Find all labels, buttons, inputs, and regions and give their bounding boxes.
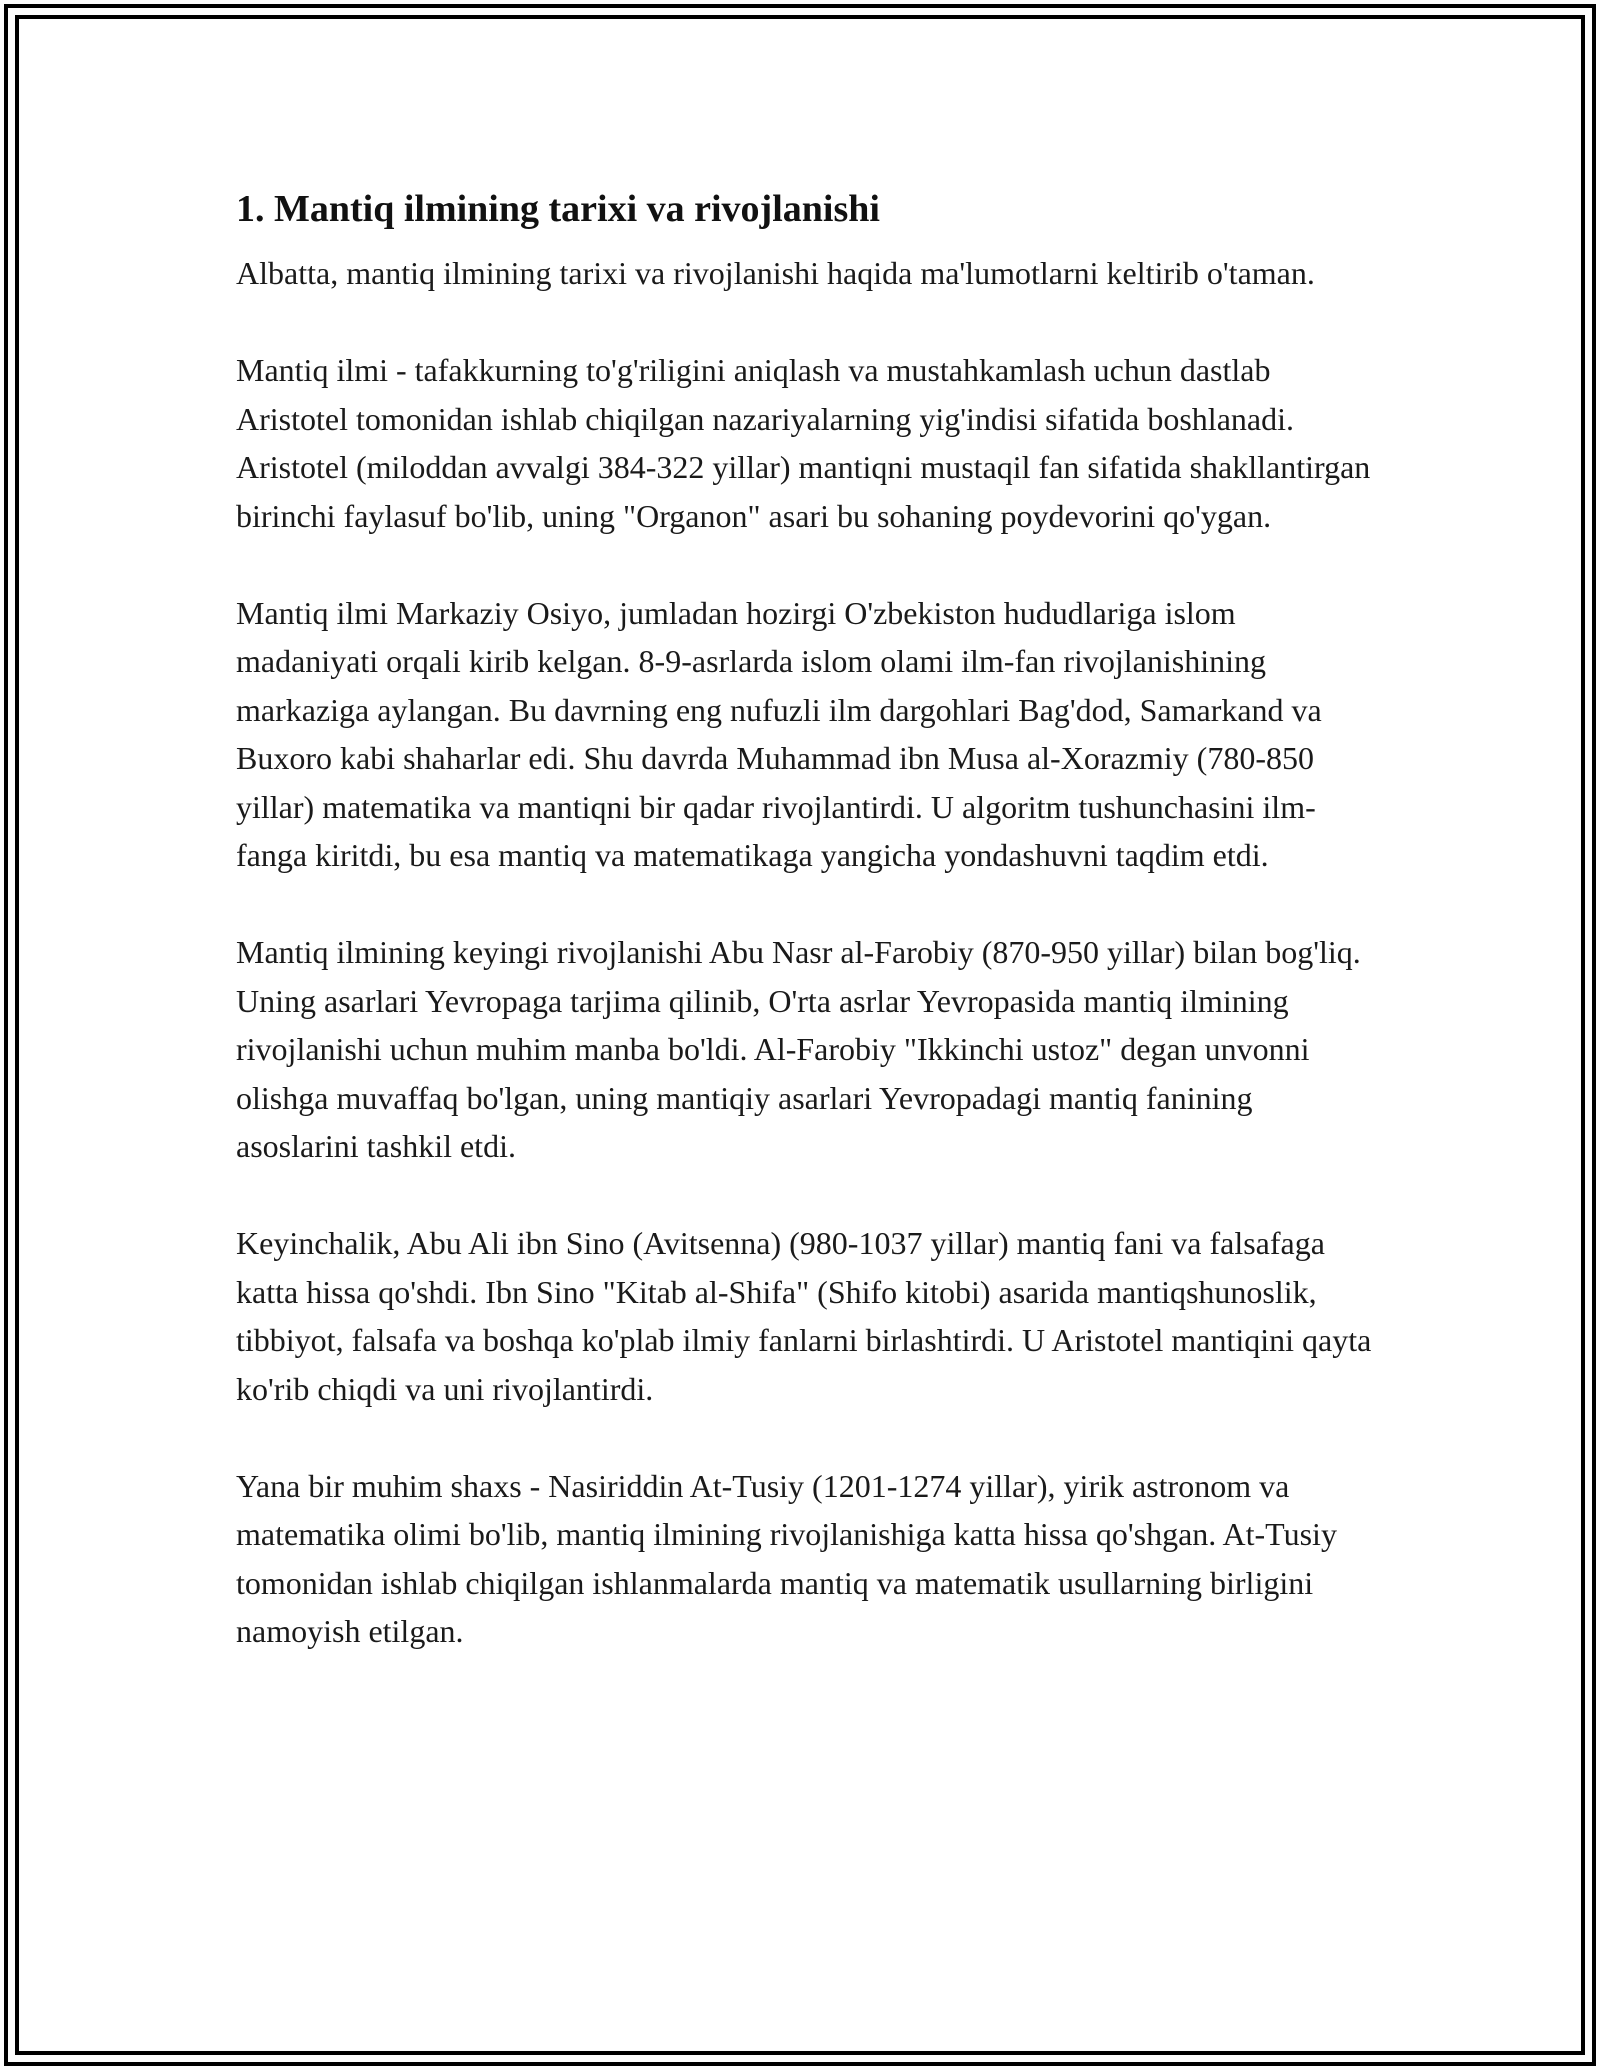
paragraph-farabi: Mantiq ilmining keyingi rivojlanishi Abu Nasr al-Farobiy (870-950 yillar) bilan bog'liq. Uning asarlari Yevropaga tarjima qilinib, O'rta asrlar Yevropasida mantiq ilmining rivojlanishi uchun muhim manba bo'ldi. Al-Farobiy "Ikkinchi ustoz" degan unvonni olishga muvaffaq bo'lgan, uning mantiqiy asarlari Yevropadagi mantiq fanining asoslarini tashkil etdi. — [236, 934, 1361, 1164]
paragraph-intro: Albatta, mantiq ilmining tarixi va rivojlanishi haqida ma'lumotlarni keltirib o'taman. — [236, 255, 1315, 291]
paragraph-ibn-sino: Keyinchalik, Abu Ali ibn Sino (Avitsenna) (980-1037 yillar) mantiq fani va falsafaga katta hissa qo'shdi. Ibn Sino "Kitab al-Shifa" (Shifo kitobi) asarida mantiqshunoslik, tibbiyot, falsafa va boshqa ko'plab ilmiy fanlarni birlashtirdi. U Aristotel mantiqini qayta ko'rib chiqdi va uni rivojlantirdi. — [236, 1225, 1372, 1407]
paragraph-central-asia: Mantiq ilmi Markaziy Osiyo, jumladan hozirgi O'zbekiston hududlariga islom madaniyati orqali kirib kelgan. 8-9-asrlarda islom olami ilm-fan rivojlanishining markaziga aylangan. Bu davrning eng nufuzli ilm dargohlari Bag'dod, Samarkand va Buxoro kabi shaharlar edi. Shu davrda Muhammad ibn Musa al-Xorazmiy (780-850 yillar) matematika va mantiqni bir qadar rivojlantirdi. U algoritm tushunchasini ilm-fanga kiritdi, bu esa mantiq va matematikaga yangicha yondashuvni taqdim etdi. — [236, 594, 1322, 873]
paragraph-aristotle: Mantiq ilmi - tafakkurning to'g'riligini aniqlash va mustahkamlash uchun dastlab Aristotel tomonidan ishlab chiqilgan nazariyalarning yig'indisi sifatida boshlanadi. Aristotel (miloddan avvalgi 384-322 yillar) mantiqni mustaqil fan sifatida shakllantirgan birinchi faylasuf bo'lib, uning "Organon" asari bu sohaning poydevorini qo'ygan. — [236, 352, 1371, 534]
paragraph-tusi: Yana bir muhim shaxs - Nasiriddin At-Tusiy (1201-1274 yillar), yirik astronom va matematika olimi bo'lib, mantiq ilmining rivojlanishiga katta hissa qo'shgan. At-Tusiy tomonidan ishlab chiqilgan ishlanmalarda mantiq va matematik usullarning birligini namoyish etilgan. — [236, 1467, 1337, 1649]
page-title: 1. Mantiq ilmining tarixi va rivojlanishi — [236, 188, 880, 230]
document-body — [236, 185, 1376, 1704]
